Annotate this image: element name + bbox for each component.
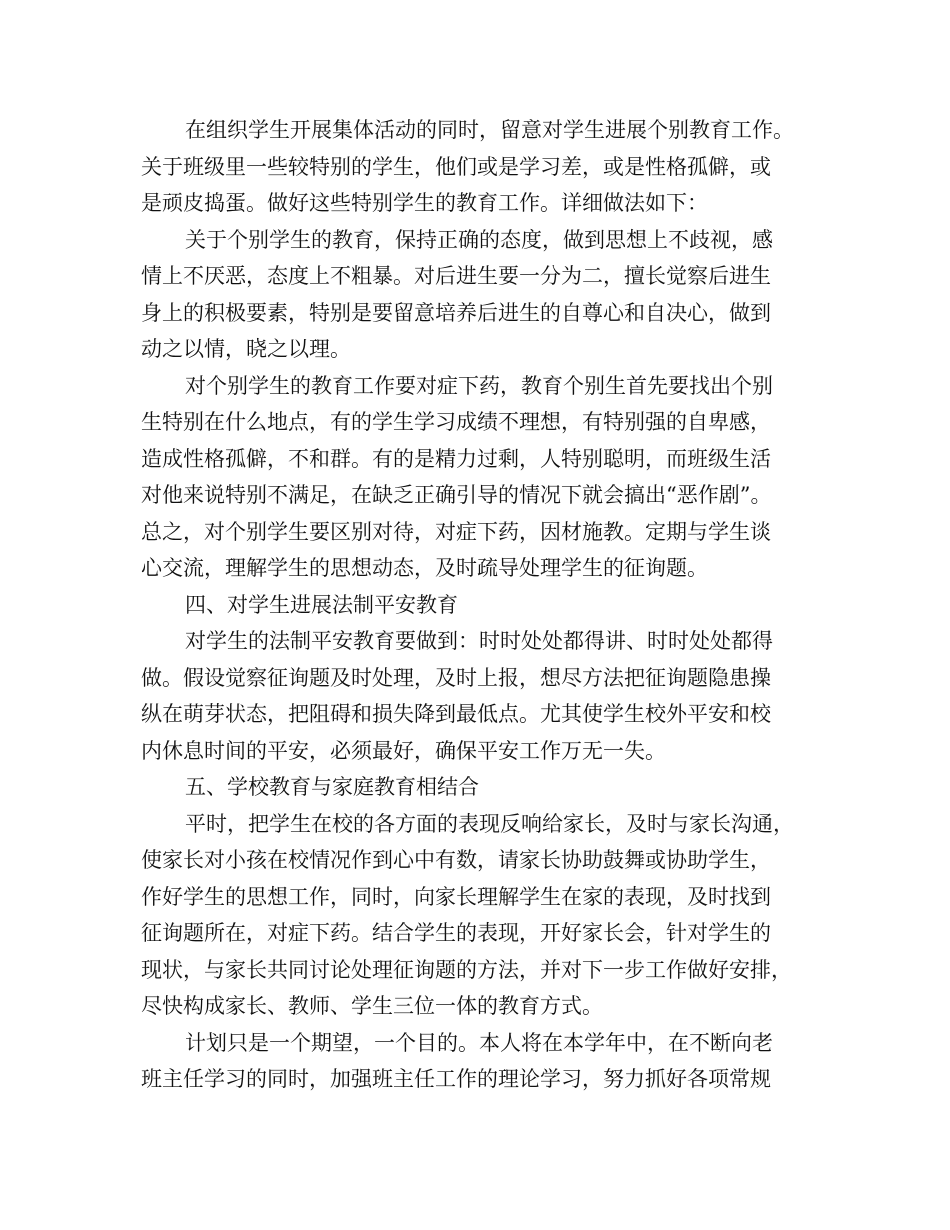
- section-heading: 四、对学生进展法制平安教育: [185, 592, 458, 617]
- text-line: 心交流，理解学生的思想动态，及时疏导处理学生的征询题。: [141, 556, 708, 580]
- text-line: 计划只是一个期望，一个目的。本人将在本学年中，在不断向老: [185, 1030, 773, 1055]
- text-line: 做。假设觉察征询题及时处理，及时上报，想尽方法把征询题隐患操: [141, 665, 771, 690]
- document-body: [141, 112, 831, 1098]
- text-line: 是顽皮捣蛋。做好这些特别学生的教育工作。详细做法如下：: [141, 191, 708, 215]
- text-line: 情上不厌恶，态度上不粗暴。对后进生要一分为二，擅长觉察后进生: [141, 264, 771, 288]
- text-line: 内休息时间的平安，必须最好，确保平安工作万无一失。: [141, 738, 666, 763]
- text-line: 征询题所在，对症下药。结合学生的表现，开好家长会，针对学生的: [141, 921, 771, 945]
- text-line: 班主任学习的同时，加强班主任工作的理论学习，努力抓好各项常规: [141, 1067, 771, 1091]
- section-heading: 五、学校教育与家庭教育相结合: [185, 775, 479, 799]
- text-line: 对学生的法制平安教育要做到：时时处处都得讲、时时处处都得: [185, 629, 773, 653]
- text-line: 关于个别学生的教育，保持正确的态度，做到思想上不歧视，感: [185, 227, 773, 252]
- text-line: 作好学生的思想工作，同时，向家长理解学生在家的表现，及时找到: [141, 884, 771, 909]
- text-line: 尽快构成家长、教师、学生三位一体的教育方式。: [141, 994, 603, 1018]
- text-line: 动之以情，晓之以理。: [141, 337, 351, 361]
- text-line: 身上的积极要素，特别是要留意培养后进生的自尊心和自决心，做到: [141, 300, 771, 325]
- text-line: 在组织学生开展集体活动的同时，留意对学生进展个别教育工作。: [185, 118, 794, 142]
- text-line: 使家长对小孩在校情况作到心中有数，请家长协助鼓舞或协助学生，: [141, 848, 771, 872]
- text-line: 造成性格孤僻，不和群。有的是精力过剩，人特别聪明，而班级生活: [141, 446, 771, 471]
- text-line: 生特别在什么地点，有的学生学习成绩不理想，有特别强的自卑感，: [141, 410, 771, 434]
- text-line: 总之，对个别学生要区别对待，对症下药，因材施教。定期与学生谈: [141, 519, 771, 544]
- text-line: 平时，把学生在校的各方面的表现反响给家长，及时与家长沟通，: [185, 811, 794, 836]
- text-line: 现状，与家长共同讨论处理征询题的方法，并对下一步工作做好安排，: [141, 957, 792, 982]
- text-line: 对他来说特别不满足，在缺乏正确引导的情况下就会搞出“恶作剧”。: [141, 483, 772, 507]
- text-line: 关于班级里一些较特别的学生，他们或是学习差，或是性格孤僻，或: [141, 154, 771, 179]
- text-line: 对个别学生的教育工作要对症下药，教育个别生首先要找出个别: [185, 373, 773, 398]
- text-line: 纵在萌芽状态，把阻碍和损失降到最低点。尤其使学生校外平安和校: [141, 702, 771, 726]
